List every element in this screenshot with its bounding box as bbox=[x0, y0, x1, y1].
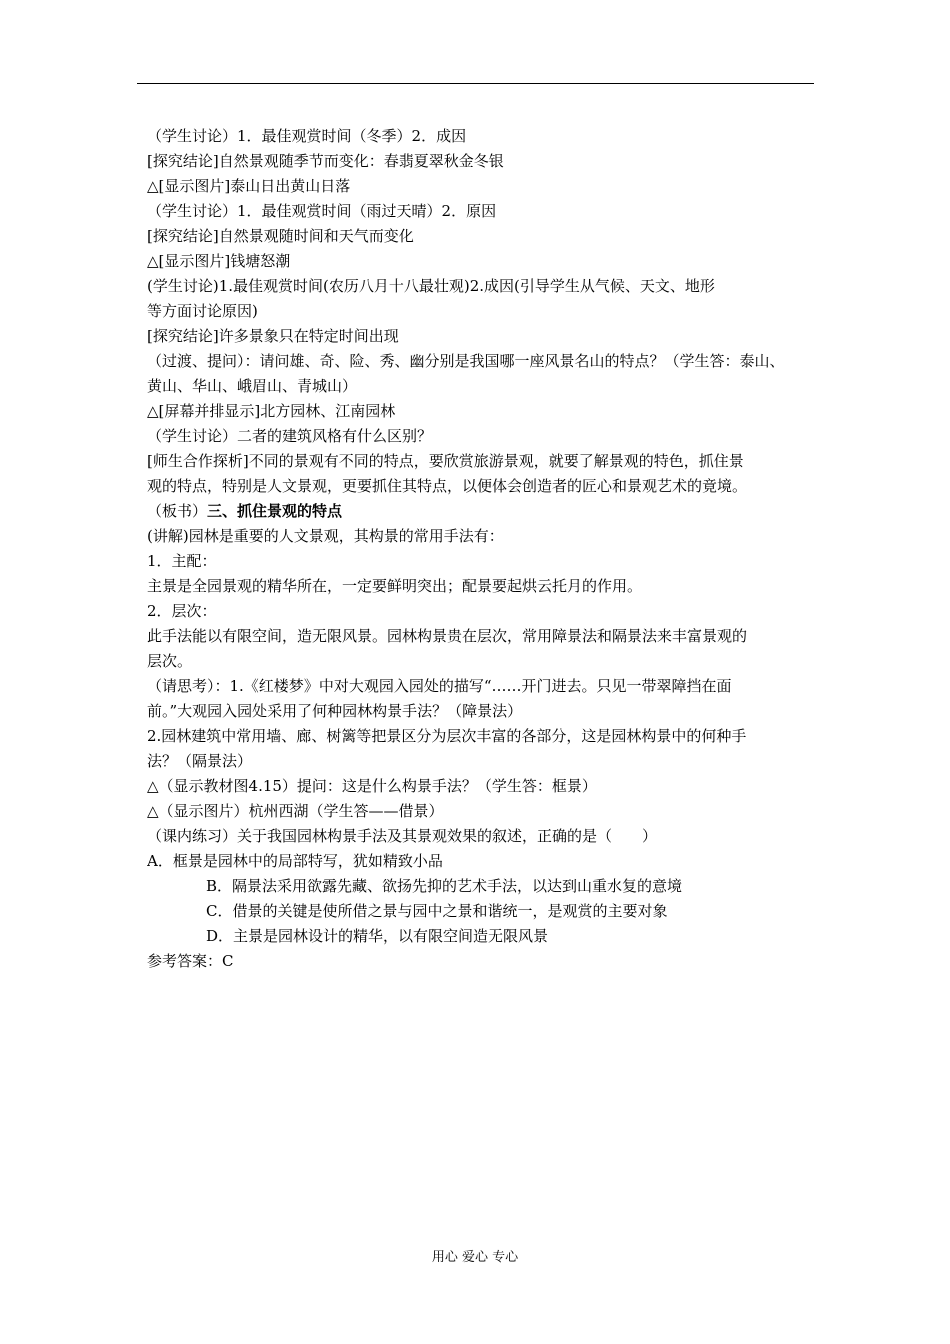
option-c: C．借景的关键是使所借之景与园中之景和谐统一，是观赏的主要对象 bbox=[206, 902, 668, 920]
text-line: 1．主配： bbox=[147, 552, 217, 570]
text-line: [探究结论]许多景象只在特定时间出现 bbox=[147, 327, 399, 345]
option-d: D．主景是园林设计的精华，以有限空间造无限风景 bbox=[206, 927, 549, 945]
option-b: B．隔景法采用欲露先藏、欲扬先抑的艺术手法，以达到山重水复的意境 bbox=[206, 877, 683, 895]
text-line: [探究结论]自然景观随时间和天气而变化 bbox=[147, 227, 414, 245]
header-rule bbox=[137, 83, 814, 84]
answer-line: 参考答案：C bbox=[147, 952, 234, 970]
text-line: （学生讨论）二者的建筑风格有什么区别？ bbox=[147, 427, 433, 445]
text-line: 主景是全园景观的精华所在，一定要鲜明突出；配景要起烘云托月的作用。 bbox=[147, 577, 643, 595]
text-line: △[显示图片]泰山日出黄山日落 bbox=[147, 177, 351, 195]
text-line: 法？（隔景法） bbox=[147, 752, 253, 770]
page-footer: 用心 爱心 专心 bbox=[431, 1250, 519, 1265]
board-note-label: （板书） bbox=[147, 502, 208, 520]
text-line: [师生合作探析]不同的景观有不同的特点，要欣赏旅游景观，就要了解景观的特色，抓住景 bbox=[147, 452, 744, 470]
text-line: 观的特点，特别是人文景观，更要抓住其特点，以便体会创造者的匠心和景观艺术的竟境。 bbox=[147, 477, 748, 495]
text-line: （过渡、提问）：请问雄、奇、险、秀、幽分别是我国哪一座风景名山的特点？（学生答：泰山、 bbox=[147, 352, 785, 370]
text-line: (学生讨论)1.最佳观赏时间(农历八月十八最壮观)2.成因(引导学生从气候、天文、地形 bbox=[147, 277, 715, 295]
text-line: 黄山、华山、峨眉山、青城山） bbox=[147, 377, 358, 395]
document-body bbox=[147, 124, 809, 974]
section-heading-line bbox=[147, 499, 809, 524]
text-line: △（显示教材图4.15）提问：这是什么构景手法？（学生答：框景） bbox=[147, 777, 597, 795]
text-line: [探究结论]自然景观随季节而变化：春翡夏翠秋金冬银 bbox=[147, 152, 504, 170]
exercise-question: （课内练习）关于我国园林构景手法及其景观效果的叙述，正确的是（ ） bbox=[147, 827, 658, 845]
text-line: △[屏幕并排显示]北方园林、江南园林 bbox=[147, 402, 396, 420]
section-heading: 三、抓住景观的特点 bbox=[207, 502, 343, 520]
text-line: △（显示图片）杭州西湖（学生答——借景） bbox=[147, 802, 444, 820]
text-line: 2.园林建筑中常用墙、廊、树篱等把景区分为层次丰富的各部分，这是园林构景中的何种手 bbox=[147, 727, 747, 745]
text-line: 前。”大观园入园处采用了何种园林构景手法？（障景法） bbox=[147, 702, 523, 720]
text-line: （学生讨论）1．最佳观赏时间（雨过天晴）2．原因 bbox=[147, 202, 497, 220]
option-a: A．框景是园林中的局部特写，犹如精致小品 bbox=[147, 852, 443, 870]
text-line: （请思考）：1.《红楼梦》中对大观园入园处的描写“……开门进去。只见一带翠障挡在面 bbox=[147, 677, 732, 695]
text-line: 等方面讨论原因) bbox=[147, 302, 258, 320]
text-line: (讲解)园林是重要的人文景观，其构景的常用手法有： bbox=[147, 527, 504, 545]
text-line: 层次。 bbox=[147, 652, 193, 670]
text-line: △[显示图片]钱塘怒潮 bbox=[147, 252, 291, 270]
text-line: 此手法能以有限空间，造无限风景。园林构景贵在层次，常用障景法和隔景法来丰富景观的 bbox=[147, 627, 748, 645]
text-line: 2．层次： bbox=[147, 602, 217, 620]
text-line: （学生讨论）1．最佳观赏时间（冬季）2．成因 bbox=[147, 127, 467, 145]
